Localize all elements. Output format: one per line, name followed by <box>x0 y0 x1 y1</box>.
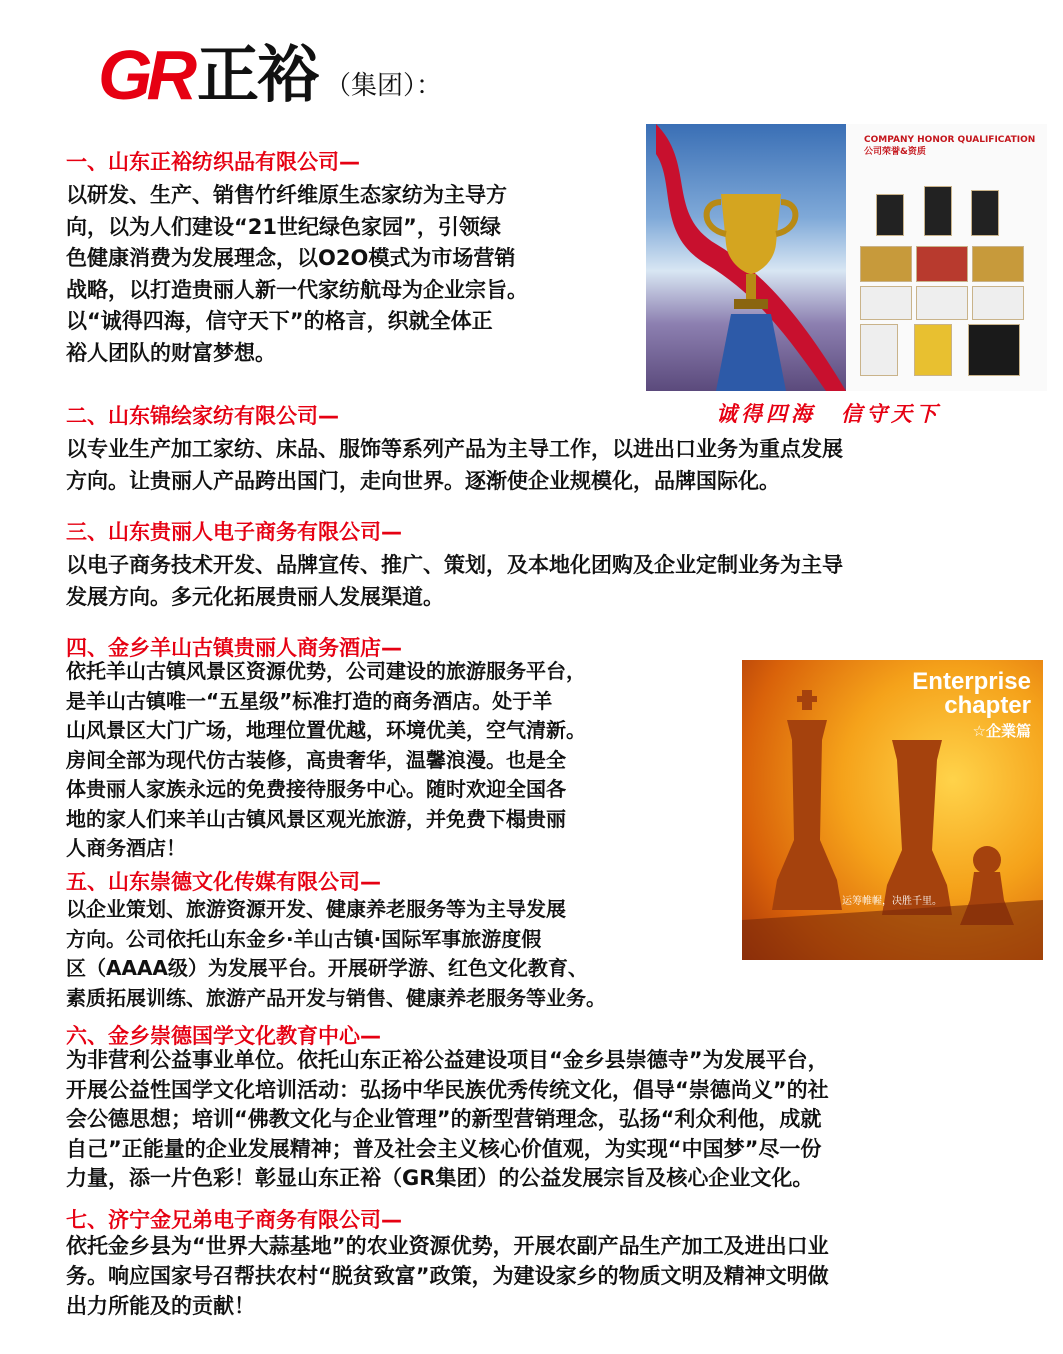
body-line: 依托金乡县为“世界大蒜基地”的农业资源优势，开展农副产品生产加工及进出口业 <box>66 1234 829 1258</box>
certificate-photo <box>860 246 912 282</box>
body-line: 是羊山古镇唯一“五星级”标准打造的商务酒店。处于羊 <box>66 688 553 713</box>
body-line: 为非营利公益事业单位。依托山东正裕公益建设项目“金乡县崇德寺”为发展平台， <box>66 1048 829 1072</box>
body-line: 向，以为人们建设“21世纪绿色家园”，引领绿 <box>66 214 501 239</box>
body-line: 素质拓展训练、旅游产品开发与销售、健康养老服务等业务。 <box>66 985 606 1010</box>
certificate-photo <box>916 246 968 282</box>
company-logo <box>98 36 443 114</box>
motto-text: 诚得四海 信守天下 <box>716 401 941 426</box>
certificate-photo <box>860 324 898 376</box>
section-title-1: 一、山东正裕纺织品有限公司— <box>66 150 360 174</box>
body-line: 以专业生产加工家纺、床品、服饰等系列产品为主导工作，以进出口业务为重点发展 <box>66 437 843 461</box>
section-title-3: 三、山东贵丽人电子商务有限公司— <box>66 520 402 544</box>
trophy-photo <box>876 194 904 236</box>
section-title-5: 五、山东崇德文化传媒有限公司— <box>66 870 381 894</box>
body-line: 开展公益性国学文化培训活动：弘扬中华民族优秀传统文化，倡导“崇德尚义”的社 <box>66 1077 829 1102</box>
certificate-photo <box>860 286 912 320</box>
certificate-photo <box>972 286 1024 320</box>
body-line: 力量，添一片色彩！彰显山东正裕（GR集团）的公益发展宗旨及核心企业文化。 <box>66 1166 814 1190</box>
chess-title-en-1: Enterprise <box>912 668 1031 695</box>
body-line: 发展方向。多元化拓展贵丽人发展渠道。 <box>66 584 444 609</box>
chess-title-en-2: chapter <box>944 692 1031 719</box>
section-title-2: 二、山东锦绘家纺有限公司— <box>66 404 339 428</box>
section-title-7: 七、济宁金兄弟电子商务有限公司— <box>66 1208 402 1232</box>
section-body-6 <box>66 1046 829 1194</box>
group-label: （集团）： <box>325 71 443 101</box>
enterprise-chapter-image <box>742 660 1043 960</box>
body-line: 出力所能及的贡献！ <box>66 1294 255 1318</box>
certificate-photo <box>972 246 1024 282</box>
body-line: 色健康消费为发展理念，以O2O模式为市场营销 <box>66 246 516 270</box>
section-body-1 <box>66 180 528 369</box>
certificates-panel <box>846 124 1047 391</box>
body-line: 区（AAAA级）为发展平台。开展研学游、红色文化教育、 <box>66 956 588 980</box>
body-line: 以企业策划、旅游资源开发、健康养老服务等为主导发展 <box>66 897 566 921</box>
body-line: 方向。公司依托山东金乡·羊山古镇·国际军事旅游度假 <box>66 926 542 951</box>
body-line: 以研发、生产、销售竹纤维原生态家纺为主导方 <box>66 183 507 207</box>
body-line: 地的家人们来羊山古镇风景区观光旅游，并免费下榻贵丽 <box>66 806 566 831</box>
body-line: 自己”正能量的企业发展精神；普及社会主义核心价值观，为实现“中国梦”尽一份 <box>66 1136 822 1161</box>
certificate-photo <box>916 286 968 320</box>
trophy-photo <box>971 190 999 236</box>
chess-caption: 运筹帷幄，决胜千里。 <box>842 896 942 907</box>
section-body-4 <box>66 657 586 864</box>
section-title-4: 四、金乡羊山古镇贵丽人商务酒店— <box>66 636 402 660</box>
body-line: 以电子商务技术开发、品牌宣传、推广、策划，及本地化团购及企业定制业务为主导 <box>66 553 843 577</box>
body-line: 体贵丽人家族永远的免费接待服务中心。随时欢迎全国各 <box>66 777 566 801</box>
body-line: 会公德思想；培训“佛教文化与企业管理”的新型营销理念，弘扬“利众利他，成就 <box>66 1107 822 1131</box>
certificate-photo <box>914 324 952 376</box>
chess-title-cn: ☆企業篇 <box>972 722 1031 740</box>
honor-heading-en: COMPANY HONOR QUALIFICATION <box>864 135 1036 145</box>
body-line: 山风景区大门广场，地理位置优越，环境优美，空气清新。 <box>66 718 586 742</box>
award-photo <box>968 324 1020 376</box>
honor-heading <box>864 134 1035 158</box>
section-body-2 <box>66 434 843 497</box>
section-body-7 <box>66 1231 829 1321</box>
body-line: 依托羊山古镇风景区资源优势，公司建设的旅游服务平台， <box>66 659 586 683</box>
section-body-5 <box>66 895 606 1013</box>
body-line: 战略，以打造贵丽人新一代家纺航母为企业宗旨。 <box>66 277 528 302</box>
trophy-illustration <box>656 124 846 391</box>
trophy-photo <box>924 186 952 236</box>
chess-pieces-illustration <box>742 660 1043 960</box>
logo-chinese: 正裕 <box>197 38 318 111</box>
body-line: 房间全部为现代仿古装修，高贵奢华，温馨浪漫。也是全 <box>66 747 566 772</box>
body-line: 方向。让贵丽人产品跨出国门，走向世界。逐渐使企业规模化，品牌国际化。 <box>66 468 780 493</box>
honor-heading-cn: 公司荣誉&资质 <box>864 147 926 157</box>
section-title-6: 六、金乡崇德国学文化教育中心— <box>66 1024 381 1048</box>
logo-latin: GR <box>98 36 191 114</box>
honor-qualification-image <box>646 124 1047 391</box>
body-line: 人商务酒店！ <box>66 836 186 860</box>
body-line: 裕人团队的财富梦想。 <box>66 340 276 365</box>
body-line: 以“诚得四海，信守天下”的格言，织就全体正 <box>66 309 493 333</box>
body-line: 务。响应国家号召帮扶农村“脱贫致富”政策，为建设家乡的物质文明及精神文明做 <box>66 1264 829 1288</box>
section-body-3 <box>66 550 843 613</box>
